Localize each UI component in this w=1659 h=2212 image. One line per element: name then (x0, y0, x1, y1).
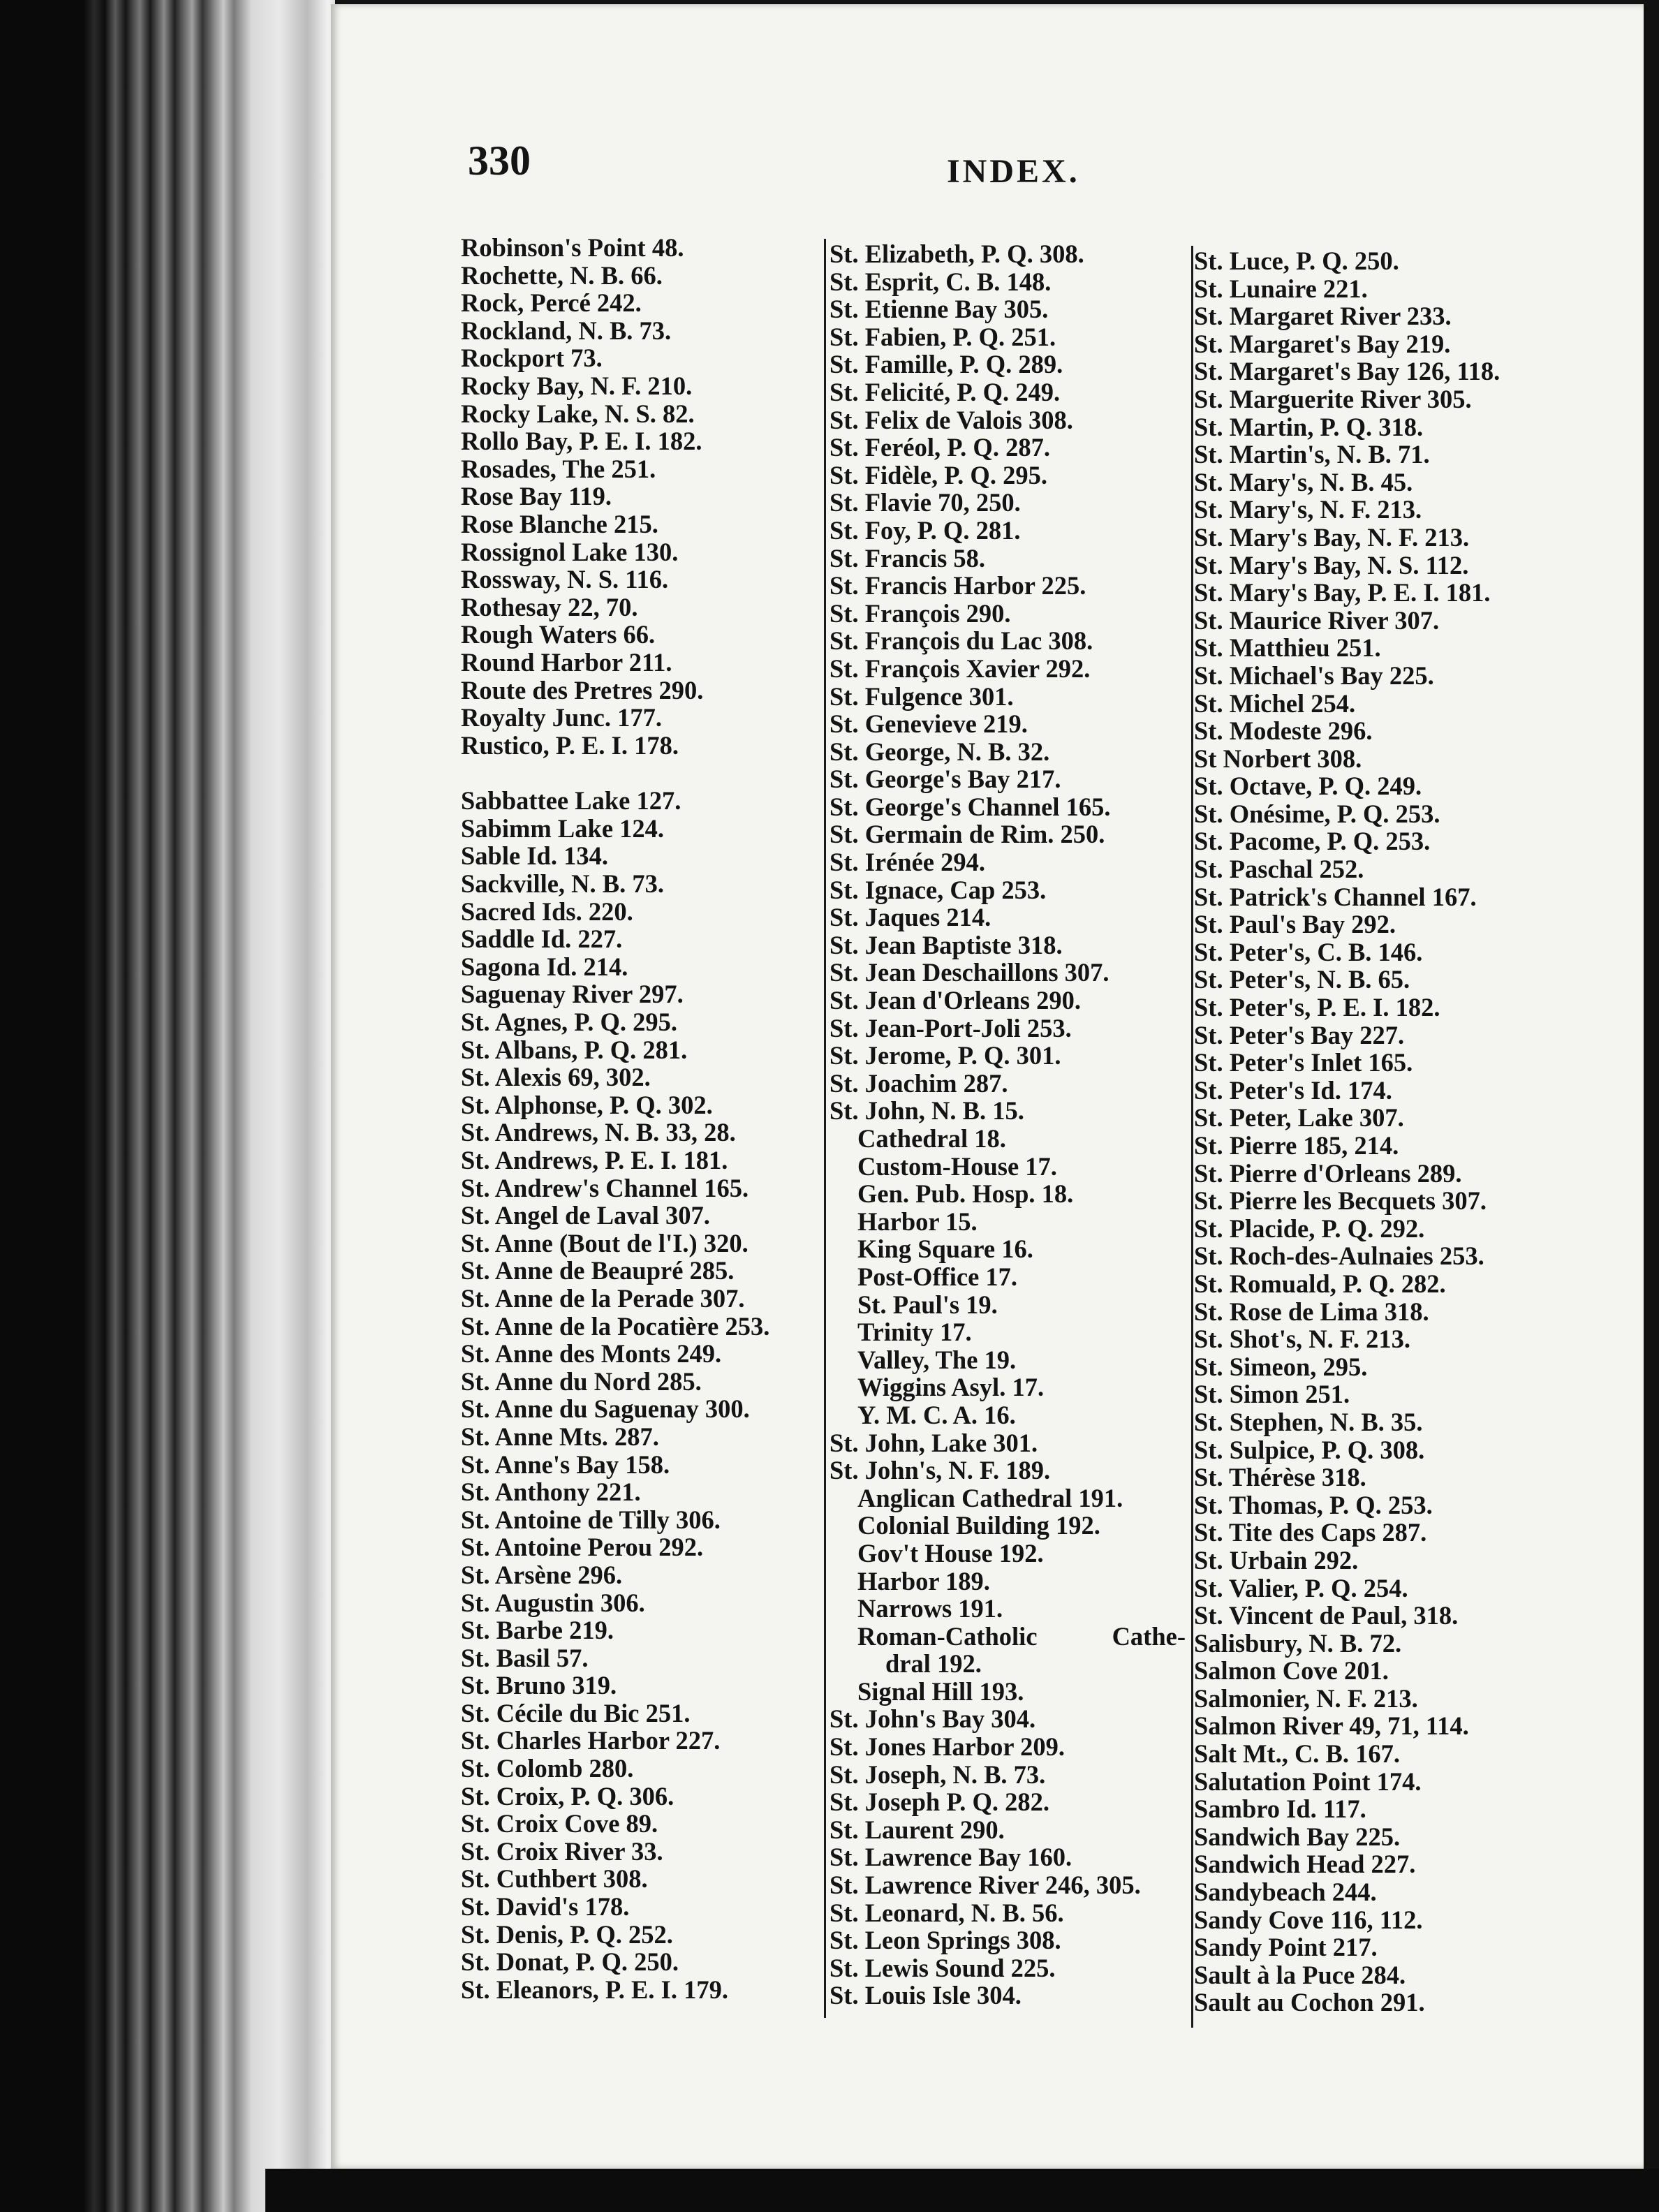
index-entry: St. Germain de Rim. 250. (830, 820, 1105, 849)
index-entry: Salutation Point 174. (1194, 1767, 1422, 1796)
index-entry: St. Jaques 214. (830, 903, 991, 932)
index-entry: St. Michael's Bay 225. (1194, 661, 1434, 690)
index-entry: Saddle Id. 227. (461, 924, 623, 954)
index-entry: St. Shot's, N. F. 213. (1194, 1325, 1410, 1354)
index-entry: Rollo Bay, P. E. I. 182. (461, 427, 702, 456)
page-number: 330 (468, 138, 531, 184)
index-entry: St. Vincent de Paul, 318. (1194, 1601, 1459, 1630)
index-entry: St. Fabien, P. Q. 251. (830, 322, 1056, 351)
index-entry: St. Rose de Lima 318. (1194, 1297, 1429, 1326)
index-entry: Rockland, N. B. 73. (461, 316, 672, 345)
running-head: INDEX. (947, 153, 1080, 190)
index-entry: St. Basil 57. (461, 1643, 589, 1672)
index-entry: St. Mary's Bay, P. E. I. 181. (1194, 578, 1491, 607)
index-entry: St. Martin, P. Q. 318. (1194, 412, 1424, 441)
index-entry: St. Paul's Bay 292. (1194, 910, 1396, 939)
index-subentry: Post-Office 17. (857, 1262, 1018, 1291)
index-entry: Salmon River 49, 71, 114. (1194, 1711, 1469, 1741)
margin-tab (1649, 1638, 1659, 1653)
index-entry: St. Pierre les Becquets 307. (1194, 1186, 1487, 1216)
index-subentry-wrapped (830, 1623, 1186, 1651)
index-entry: St. Anne's Bay 158. (461, 1450, 670, 1479)
index-entry: St. John, N. B. 15. (830, 1096, 1024, 1126)
index-entry: St. Anne Mts. 287. (461, 1422, 659, 1451)
index-column-3 (1194, 247, 1500, 2016)
index-entry: St. Anne du Saguenay 300. (461, 1394, 750, 1424)
index-entry: Sandy Point 217. (1194, 1933, 1378, 1962)
index-entry: St. Jones Harbor 209. (830, 1732, 1065, 1762)
index-entry: St. Felix de Valois 308. (830, 405, 1073, 434)
index-entry: St. Genevieve 219. (830, 709, 1028, 739)
index-entry: St. Esprit, C. B. 148. (830, 267, 1052, 296)
index-entry: St. François du Lac 308. (830, 626, 1093, 656)
index-entry: St. Peter's Bay 227. (1194, 1020, 1405, 1049)
index-entry: Sault au Cochon 291. (1194, 1988, 1425, 2017)
index-entry: St. Ignace, Cap 253. (830, 875, 1047, 904)
index-entry: St. Augustin 306. (461, 1588, 645, 1617)
index-entry: Sandybeach 244. (1194, 1878, 1377, 1907)
index-entry: St. Francis 58. (830, 543, 986, 573)
index-subentry: Gov't House 192. (857, 1538, 1044, 1568)
index-entry: Sacred Ids. 220. (461, 897, 633, 926)
index-entry: St. Matthieu 251. (1194, 633, 1381, 663)
index-entry: Rose Bay 119. (461, 482, 612, 511)
index-entry: Salt Mt., C. B. 167. (1194, 1739, 1401, 1769)
index-entry: St. Albans, P. Q. 281. (461, 1035, 688, 1064)
index-entry: St. Lawrence Bay 160. (830, 1843, 1072, 1872)
index-subentry: Signal Hill 193. (857, 1676, 1024, 1706)
book-page-edges (0, 0, 335, 2212)
index-subentry: Valley, The 19. (857, 1345, 1017, 1374)
index-entry: St. Croix River 33. (461, 1836, 663, 1866)
index-entry: St. Luce, P. Q. 250. (1194, 246, 1399, 275)
index-entry: St. François 290. (830, 598, 1011, 628)
index-entry: St. Foy, P. Q. 281. (830, 515, 1021, 545)
index-entry: Rossway, N. S. 116. (461, 565, 669, 594)
index-entry: Salmonier, N. F. 213. (1194, 1683, 1418, 1713)
index-subentry: Colonial Building 192. (857, 1511, 1100, 1540)
index-entry: St. Alexis 69, 302. (461, 1063, 651, 1092)
index-entry: St. Mary's Bay, N. F. 213. (1194, 522, 1470, 552)
index-entry: St. Cécile du Bic 251. (461, 1698, 691, 1727)
index-entry: St. Simon 251. (1194, 1380, 1350, 1409)
index-entry: St. George, N. B. 32. (830, 737, 1050, 766)
index-entry: St. Fidèle, P. Q. 295. (830, 460, 1047, 489)
index-entry: St. Maurice River 307. (1194, 605, 1440, 635)
index-entry: St. Feréol, P. Q. 287. (830, 433, 1050, 462)
index-subentry: Narrows 191. (857, 1594, 1003, 1623)
index-entry: St. Francis Harbor 225. (830, 571, 1086, 600)
index-entry: St. Urbain 292. (1194, 1545, 1359, 1575)
index-entry: St. Anne des Monts 249. (461, 1339, 722, 1369)
index-entry: Rose Blanche 215. (461, 509, 658, 538)
column-rule (824, 239, 826, 2018)
index-entry: St. Elizabeth, P. Q. 308. (830, 239, 1084, 268)
index-entry: St. Paschal 252. (1194, 855, 1364, 884)
index-subentry-continuation: dral 192. (885, 1649, 982, 1679)
index-entry: Salisbury, N. B. 72. (1194, 1628, 1402, 1658)
index-entry: Sabimm Lake 124. (461, 813, 665, 843)
index-entry: St. Margaret's Bay 219. (1194, 329, 1451, 358)
index-entry: St. Anne de la Pocatière 253. (461, 1311, 770, 1341)
index-entry: Route des Pretres 290. (461, 675, 704, 705)
wrapped-text-right: Cathe- (1112, 1621, 1186, 1651)
scan-background (265, 2169, 1659, 2212)
index-entry: Saguenay River 297. (461, 980, 684, 1009)
index-entry: St. Croix, P. Q. 306. (461, 1781, 674, 1811)
index-entry: Salmon Cove 201. (1194, 1656, 1389, 1686)
index-entry: St. Leonard, N. B. 56. (830, 1898, 1064, 1927)
index-entry: St. Tite des Caps 287. (1194, 1518, 1427, 1547)
index-entry: Round Harbor 211. (461, 647, 672, 677)
index-entry: Rothesay 22, 70. (461, 592, 638, 621)
index-entry: Sagona Id. 214. (461, 952, 628, 981)
index-entry: St. Thomas, P. Q. 253. (1194, 1490, 1433, 1519)
index-entry: Rocky Bay, N. F. 210. (461, 371, 693, 400)
index-entry: St. Peter, Lake 307. (1194, 1103, 1404, 1133)
index-entry: Sambro Id. 117. (1194, 1794, 1366, 1824)
index-entry: St. Joseph P. Q. 282. (830, 1787, 1050, 1817)
index-entry: St. Simeon, 295. (1194, 1352, 1368, 1381)
index-column-2 (830, 240, 1186, 2010)
index-entry: St. Mary's, N. B. 45. (1194, 467, 1413, 496)
index-entry: Rock, Percé 242. (461, 288, 642, 318)
index-entry: St. Colomb 280. (461, 1754, 634, 1783)
index-entry: Rosades, The 251. (461, 454, 656, 483)
margin-tab (1649, 1987, 1659, 2003)
index-subentry: Gen. Pub. Hosp. 18. (857, 1179, 1074, 1209)
index-entry: St. Anthony 221. (461, 1477, 641, 1507)
index-entry: St. Flavie 70, 250. (830, 488, 1021, 517)
index-entry: St. Fulgence 301. (830, 681, 1014, 711)
index-entry: St. Croix Cove 89. (461, 1809, 658, 1838)
index-entry: St. Placide, P. Q. 292. (1194, 1214, 1425, 1243)
wrapped-text-left: Roman-Catholic (857, 1621, 1038, 1651)
index-entry: St. Barbe 219. (461, 1616, 614, 1645)
index-entry: St. Antoine de Tilly 306. (461, 1505, 721, 1534)
index-entry: Rossignol Lake 130. (461, 537, 679, 566)
column-rule (1191, 246, 1193, 2028)
margin-tab (1649, 200, 1659, 215)
index-entry: St. Marguerite River 305. (1194, 384, 1472, 413)
index-subentry: St. Paul's 19. (857, 1290, 998, 1319)
index-entry: St. Jean-Port-Joli 253. (830, 1013, 1072, 1042)
index-entry: St. Leon Springs 308. (830, 1926, 1061, 1955)
index-entry: St. Michel 254. (1194, 688, 1356, 718)
index-entry: St. Eleanors, P. E. I. 179. (461, 1975, 728, 2004)
index-entry: St. Pierre d'Orleans 289. (1194, 1158, 1462, 1188)
index-subentry: Wiggins Asyl. 17. (857, 1373, 1045, 1402)
index-subentry: Cathedral 18. (857, 1124, 1006, 1153)
index-entry: St. Agnes, P. Q. 295. (461, 1008, 677, 1037)
index-entry: St. Peter's Inlet 165. (1194, 1048, 1413, 1077)
index-entry: St. Andrews, N. B. 33, 28. (461, 1118, 736, 1147)
index-subentry: King Square 16. (857, 1234, 1033, 1264)
index-subentry: Custom-House 17. (857, 1151, 1057, 1181)
index-entry: St. Arsène 296. (461, 1560, 623, 1589)
index-entry: St. Lawrence River 246, 305. (830, 1871, 1141, 1900)
index-entry: St. Famille, P. Q. 289. (830, 350, 1063, 379)
index-entry: St. Roch-des-Aulnaies 253. (1194, 1241, 1484, 1271)
margin-tab (1649, 545, 1659, 560)
index-entry: St. Charles Harbor 227. (461, 1726, 721, 1755)
wrapped-line (857, 1623, 1186, 1651)
index-entry: St. Modeste 296. (1194, 716, 1373, 746)
index-entry: St. Anne (Bout de l'I.) 320. (461, 1228, 749, 1258)
index-entry: St. Jerome, P. Q. 301. (830, 1041, 1061, 1070)
index-subentry: Anglican Cathedral 191. (857, 1483, 1123, 1512)
index-entry: Sackville, N. B. 73. (461, 869, 665, 899)
index-entry: St. Jean Baptiste 318. (830, 930, 1063, 959)
index-entry: St. Margaret River 233. (1194, 302, 1452, 331)
index-entry: St. George's Channel 165. (830, 792, 1111, 821)
index-entry: St. Jean Deschaillons 307. (830, 958, 1109, 987)
index-entry: Rochette, N. B. 66. (461, 260, 663, 290)
index-entry: St. Romuald, P. Q. 282. (1194, 1269, 1446, 1298)
index-entry: St. Irénée 294. (830, 848, 986, 877)
index-entry: St. Anne du Nord 285. (461, 1366, 702, 1396)
index-entry: St. François Xavier 292. (830, 654, 1091, 683)
index-entry: St. Bruno 319. (461, 1671, 617, 1700)
index-entry: St. Etienne Bay 305. (830, 295, 1049, 324)
index-entry: Rustico, P. E. I. 178. (461, 730, 679, 760)
index-subentry: Harbor 189. (857, 1566, 990, 1595)
index-entry: St. Mary's, N. F. 213. (1194, 495, 1422, 524)
index-entry: St. Peter's, N. B. 65. (1194, 965, 1410, 994)
index-entry: St. Pacome, P. Q. 253. (1194, 827, 1431, 856)
index-entry: Rough Waters 66. (461, 620, 656, 649)
index-entry: St. Cuthbert 308. (461, 1864, 648, 1894)
section-gap (461, 759, 769, 787)
index-entry: St. Angel de Laval 307. (461, 1201, 710, 1230)
index-entry: Rockport 73. (461, 344, 603, 373)
index-entry: Sandy Cove 116, 112. (1194, 1905, 1423, 1934)
index-entry: St. Anne de la Perade 307. (461, 1283, 745, 1313)
index-entry: St. Octave, P. Q. 249. (1194, 772, 1422, 801)
index-entry: St. Mary's Bay, N. S. 112. (1194, 550, 1469, 580)
index-entry: St. Peter's, C. B. 146. (1194, 937, 1423, 966)
index-entry: St. Valier, P. Q. 254. (1194, 1573, 1408, 1602)
index-entry: Sable Id. 134. (461, 841, 608, 871)
index-entry: St. Lewis Sound 225. (830, 1953, 1056, 1982)
index-entry: Sandwich Bay 225. (1194, 1822, 1401, 1851)
index-entry: St. Joachim 287. (830, 1068, 1008, 1098)
index-entry: St. Felicité, P. Q. 249. (830, 377, 1061, 406)
index-entry: St. Laurent 290. (830, 1815, 1005, 1844)
index-entry: St. Antoine Perou 292. (461, 1533, 704, 1562)
index-subentry: Harbor 15. (857, 1207, 978, 1236)
index-entry: Rocky Lake, N. S. 82. (461, 399, 695, 428)
index-entry: St. Alphonse, P. Q. 302. (461, 1090, 713, 1119)
index-entry: St. Stephen, N. B. 35. (1194, 1407, 1423, 1436)
index-entry: St. Margaret's Bay 126, 118. (1194, 357, 1501, 386)
index-entry: St. Peter's Id. 174. (1194, 1075, 1392, 1105)
index-subentry: Trinity 17. (857, 1318, 972, 1347)
index-entry: Sandwich Head 227. (1194, 1850, 1416, 1879)
index-entry: St. David's 178. (461, 1892, 630, 1922)
index-entry: St. Andrew's Channel 165. (461, 1173, 749, 1202)
index-entry: St Norbert 308. (1194, 744, 1362, 773)
index-entry: St. John's Bay 304. (830, 1704, 1036, 1734)
index-entry: Robinson's Point 48. (461, 233, 684, 262)
index-entry: St. Denis, P. Q. 252. (461, 1919, 673, 1949)
index-entry: St. Thérèse 318. (1194, 1463, 1366, 1492)
index-entry: Sault à la Puce 284. (1194, 1960, 1406, 1989)
margin-tab (1649, 1096, 1659, 1112)
index-entry: St. Martin's, N. B. 71. (1194, 440, 1430, 469)
index-entry: Royalty Junc. 177. (461, 703, 662, 732)
index-entry: St. Peter's, P. E. I. 182. (1194, 993, 1440, 1022)
index-entry: St. Andrews, P. E. I. 181. (461, 1146, 728, 1174)
index-entry: St. Patrick's Channel 167. (1194, 882, 1477, 911)
index-entry: St. George's Bay 217. (830, 765, 1061, 794)
index-entry: St. Jean d'Orleans 290. (830, 986, 1081, 1015)
index-entry: St. Onésime, P. Q. 253. (1194, 799, 1440, 828)
index-entry: St. Lunaire 221. (1194, 274, 1368, 303)
index-entry: St. Sulpice, P. Q. 308. (1194, 1435, 1425, 1464)
index-entry: St. Joseph, N. B. 73. (830, 1760, 1046, 1789)
index-entry: St. Anne de Beaupré 285. (461, 1256, 735, 1285)
index-entry: St. John, Lake 301. (830, 1428, 1038, 1457)
index-entry: St. Louis Isle 304. (830, 1981, 1022, 2010)
index-entry: St. John's, N. F. 189. (830, 1456, 1051, 1485)
index-subentry: Y. M. C. A. 16. (857, 1400, 1016, 1429)
index-entry: St. Pierre 185, 214. (1194, 1131, 1399, 1160)
index-column-1 (461, 234, 769, 2003)
index-entry: St. Donat, P. Q. 250. (461, 1947, 679, 1977)
index-entry: Sabbattee Lake 127. (461, 786, 681, 816)
